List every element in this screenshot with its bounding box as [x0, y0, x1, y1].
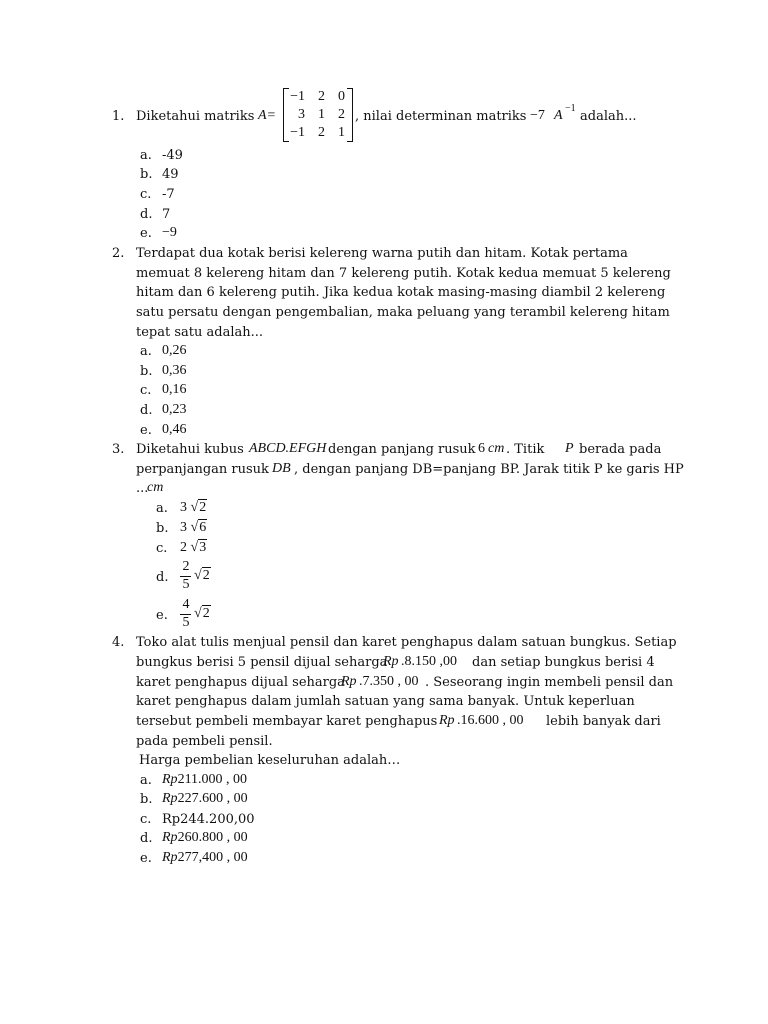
matrix-cell: 1: [338, 125, 345, 140]
fraction-denominator: 5: [182, 577, 190, 592]
matrix-cell: −1: [290, 125, 305, 140]
price: .7.350 , 00: [359, 674, 419, 689]
question-text: lebih banyak dari: [546, 714, 661, 729]
option-value: 49: [162, 167, 179, 182]
option-label: b.: [140, 792, 153, 807]
question-text: . Titik: [506, 442, 545, 457]
sqrt-symbol: √3: [190, 540, 207, 555]
question-text: berada pada: [579, 442, 662, 457]
option-label: b.: [140, 167, 153, 182]
option-label: e.: [140, 851, 152, 866]
option-value: -49: [162, 148, 183, 163]
fraction-numerator: 4: [182, 597, 190, 612]
radicand: 6: [199, 520, 207, 535]
expression-exponent: −1: [565, 103, 576, 114]
edge-length: 6: [478, 441, 485, 456]
coefficient: 3: [180, 500, 187, 515]
question-number: 1.: [112, 109, 125, 124]
currency: Rp: [383, 654, 399, 669]
option-label: c.: [140, 187, 152, 202]
question-prompt: Harga pembelian keseluruhan adalah…: [139, 753, 401, 768]
question-text-line: satu persatu dengan pengembalian, maka peluang yang terambil kelereng hitam: [136, 305, 670, 320]
currency: Rp: [162, 850, 178, 865]
option-label: c.: [140, 812, 152, 827]
option-label: a.: [140, 344, 152, 359]
option-value: 0,36: [162, 363, 187, 378]
question-number: 2.: [112, 246, 125, 261]
option-label: a.: [140, 773, 152, 788]
coefficient: 3: [180, 520, 187, 535]
expression-coefficient: −7: [530, 108, 545, 123]
price: .8.150 ,00: [401, 654, 457, 669]
option-value: 0,26: [162, 343, 187, 358]
option-label: e.: [140, 423, 152, 438]
option-label: a.: [156, 501, 168, 516]
expression-variable: A: [554, 108, 563, 123]
option-value: −9: [162, 225, 177, 240]
radicand: 2: [202, 606, 210, 621]
question-text-line: tepat satu adalah...: [136, 325, 263, 340]
question-number: 4.: [112, 635, 125, 650]
amount: Rp244.200,00: [162, 812, 255, 827]
option-value: [162, 812, 255, 828]
point-name: P: [565, 441, 574, 456]
option-value: [180, 520, 207, 536]
currency: Rp: [162, 791, 178, 806]
radicand: 2: [202, 568, 210, 583]
question-text-line: hitam dan 6 kelereng putih. Jika kedua kotak masing-masing diambil 2 kelereng: [136, 285, 666, 300]
question-text: karet penghapus dijual seharga: [136, 675, 345, 690]
question-stem-end: adalah...: [580, 109, 637, 124]
question-text: dengan panjang rusuk: [328, 442, 476, 457]
option-value: [162, 791, 248, 807]
currency: Rp: [439, 713, 455, 728]
fraction-numerator: 2: [182, 559, 190, 574]
amount: 211.000 , 00: [177, 772, 248, 787]
matrix-cell: 3: [298, 107, 305, 122]
unit: cm: [488, 441, 505, 456]
option-label: c.: [156, 541, 168, 556]
question-text: bungkus berisi 5 pensil dijual seharga: [136, 655, 388, 670]
question-text-line: Toko alat tulis menjual pensil dan karet penghapus dalam satuan bungkus. Setiap: [136, 635, 677, 650]
sqrt-symbol: √6: [190, 520, 207, 535]
sqrt-symbol: √2: [190, 500, 207, 515]
matrix-cell: 2: [318, 89, 325, 104]
question-stem: Diketahui matriks: [136, 109, 255, 124]
sqrt-symbol: √2: [194, 606, 210, 621]
question-text: . Seseorang ingin membeli pensil dan: [425, 675, 674, 690]
option-value: 0,46: [162, 422, 187, 437]
question-text: , dengan panjang DB=panjang BP. Jarak titik P ke garis HP: [294, 462, 684, 477]
option-value: [162, 850, 248, 866]
coefficient: 2: [180, 540, 187, 555]
question-text: ...: [136, 481, 149, 496]
amount: 277,400 , 00: [177, 850, 248, 865]
option-value: [180, 540, 207, 556]
option-label: e.: [156, 608, 168, 623]
question-text-line: memuat 8 kelereng hitam dan 7 kelereng putih. Kotak kedua memuat 5 kelereng: [136, 266, 671, 281]
amount: 260.800 , 00: [177, 830, 248, 845]
matrix-cell: 2: [338, 107, 345, 122]
matrix-cell: −1: [290, 89, 305, 104]
option-value: 7: [162, 207, 171, 222]
question-text: perpanjangan rusuk: [136, 462, 269, 477]
currency: Rp: [341, 674, 357, 689]
question-text-line: karet penghapus dalam jumlah satuan yang sama banyak. Untuk keperluan: [136, 694, 635, 709]
matrix-right-bracket: [347, 88, 353, 142]
option-value: [180, 500, 207, 516]
option-label: b.: [156, 521, 169, 536]
option-value: [162, 772, 247, 788]
cube-name: ABCD.EFGH: [249, 441, 327, 456]
question-text: Diketahui kubus: [136, 442, 244, 457]
currency: Rp: [162, 830, 178, 845]
option-value: -7: [162, 187, 175, 202]
price: .16.600 , 00: [457, 713, 524, 728]
question-text: tersebut pembeli membayar karet penghapus: [136, 714, 438, 729]
matrix-a: [283, 88, 353, 142]
fraction-denominator: 5: [182, 615, 190, 630]
question-stem: , nilai determinan matriks: [355, 109, 527, 124]
matrix-name: A=: [258, 108, 276, 123]
question-number: 3.: [112, 442, 125, 457]
question-text-line: Terdapat dua kotak berisi kelereng warna putih dan hitam. Kotak pertama: [136, 246, 628, 261]
option-label: c.: [140, 383, 152, 398]
matrix-cell: 2: [318, 125, 325, 140]
currency: Rp: [162, 772, 178, 787]
option-label: d.: [140, 831, 153, 846]
matrix-cell: 0: [338, 89, 345, 104]
radicand: 2: [199, 500, 207, 515]
question-text-line: pada pembeli pensil.: [136, 734, 273, 749]
option-value: 0,23: [162, 402, 187, 417]
option-label: a.: [140, 148, 152, 163]
option-label: d.: [156, 570, 169, 585]
question-text: dan setiap bungkus berisi 4: [472, 655, 655, 670]
amount: 227.600 , 00: [177, 791, 248, 806]
option-value: [162, 830, 248, 846]
option-label: b.: [140, 364, 153, 379]
radicand: 3: [199, 540, 207, 555]
option-value: 0,16: [162, 382, 187, 397]
option-label: d.: [140, 207, 153, 222]
unit: cm: [147, 480, 164, 495]
option-label: e.: [140, 226, 152, 241]
matrix-cell: 1: [318, 107, 325, 122]
sqrt-symbol: √2: [194, 568, 210, 583]
option-label: d.: [140, 403, 153, 418]
segment-name: DB: [272, 461, 291, 476]
